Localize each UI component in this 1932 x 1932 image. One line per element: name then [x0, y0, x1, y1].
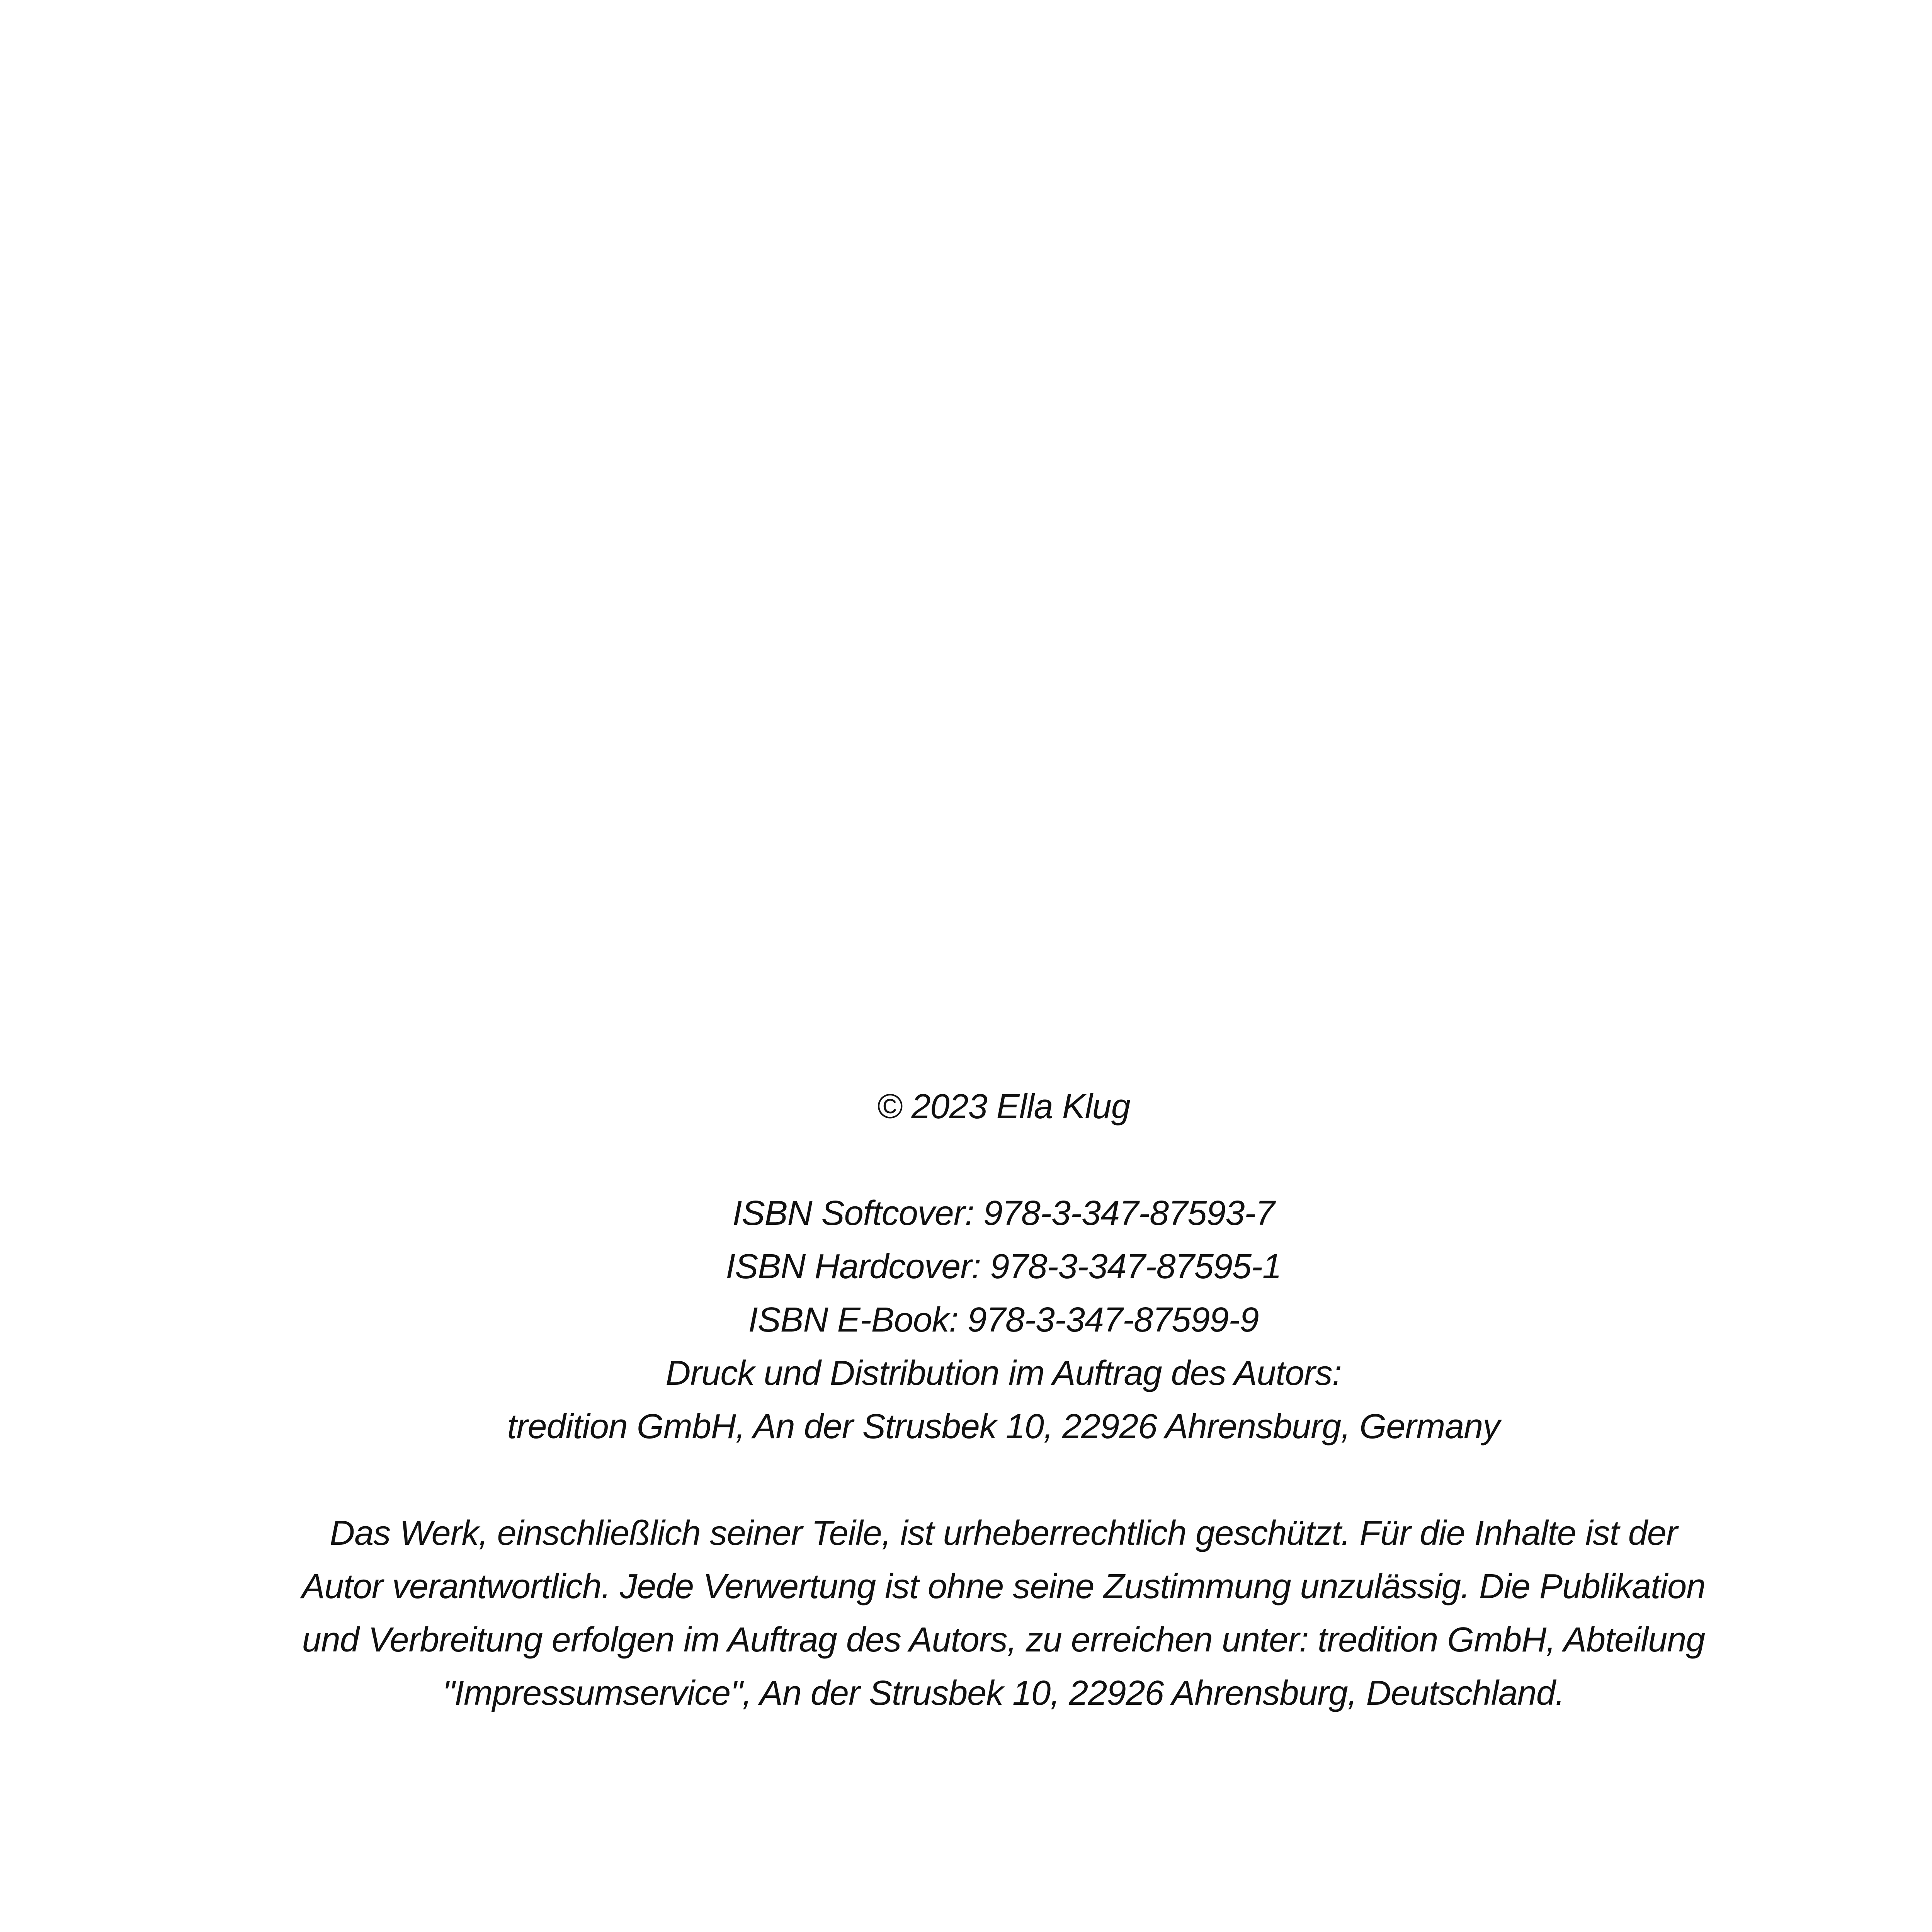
isbn-ebook: ISBN E-Book: 978-3-347-87599-9 — [748, 1301, 1259, 1339]
isbn-softcover: ISBN Softcover: 978-3-347-87593-7 — [732, 1194, 1275, 1233]
legal-notice-line: Das Werk, einschließlich seiner Teile, ist urheberrechtlich geschützt. Für die Inhalte ist der — [330, 1514, 1677, 1553]
isbn-block — [0, 1187, 1932, 1453]
distribution-address: tredition GmbH, An der Strusbek 10, 22926 Ahrensburg, Germany — [507, 1407, 1500, 1446]
legal-notice-line: Autor verantwortlich. Jede Verwertung ist ohne seine Zustimmung unzulässig. Die Publikation — [301, 1567, 1706, 1606]
distribution-heading: Druck und Distribution im Auftrag des Autors: — [665, 1354, 1342, 1393]
legal-notice — [0, 1507, 1932, 1720]
imprint-block — [0, 1080, 1932, 1720]
isbn-hardcover: ISBN Hardcover: 978-3-347-87595-1 — [726, 1247, 1281, 1286]
legal-notice-line: "Impressumservice", An der Strusbek 10, 22926 Ahrensburg, Deutschland. — [442, 1674, 1565, 1713]
legal-notice-line: und Verbreitung erfolgen im Auftrag des Autors, zu erreichen unter: tredition GmbH, Abteilung — [302, 1621, 1705, 1659]
copyright-line: © 2023 Ella Klug — [877, 1087, 1130, 1126]
